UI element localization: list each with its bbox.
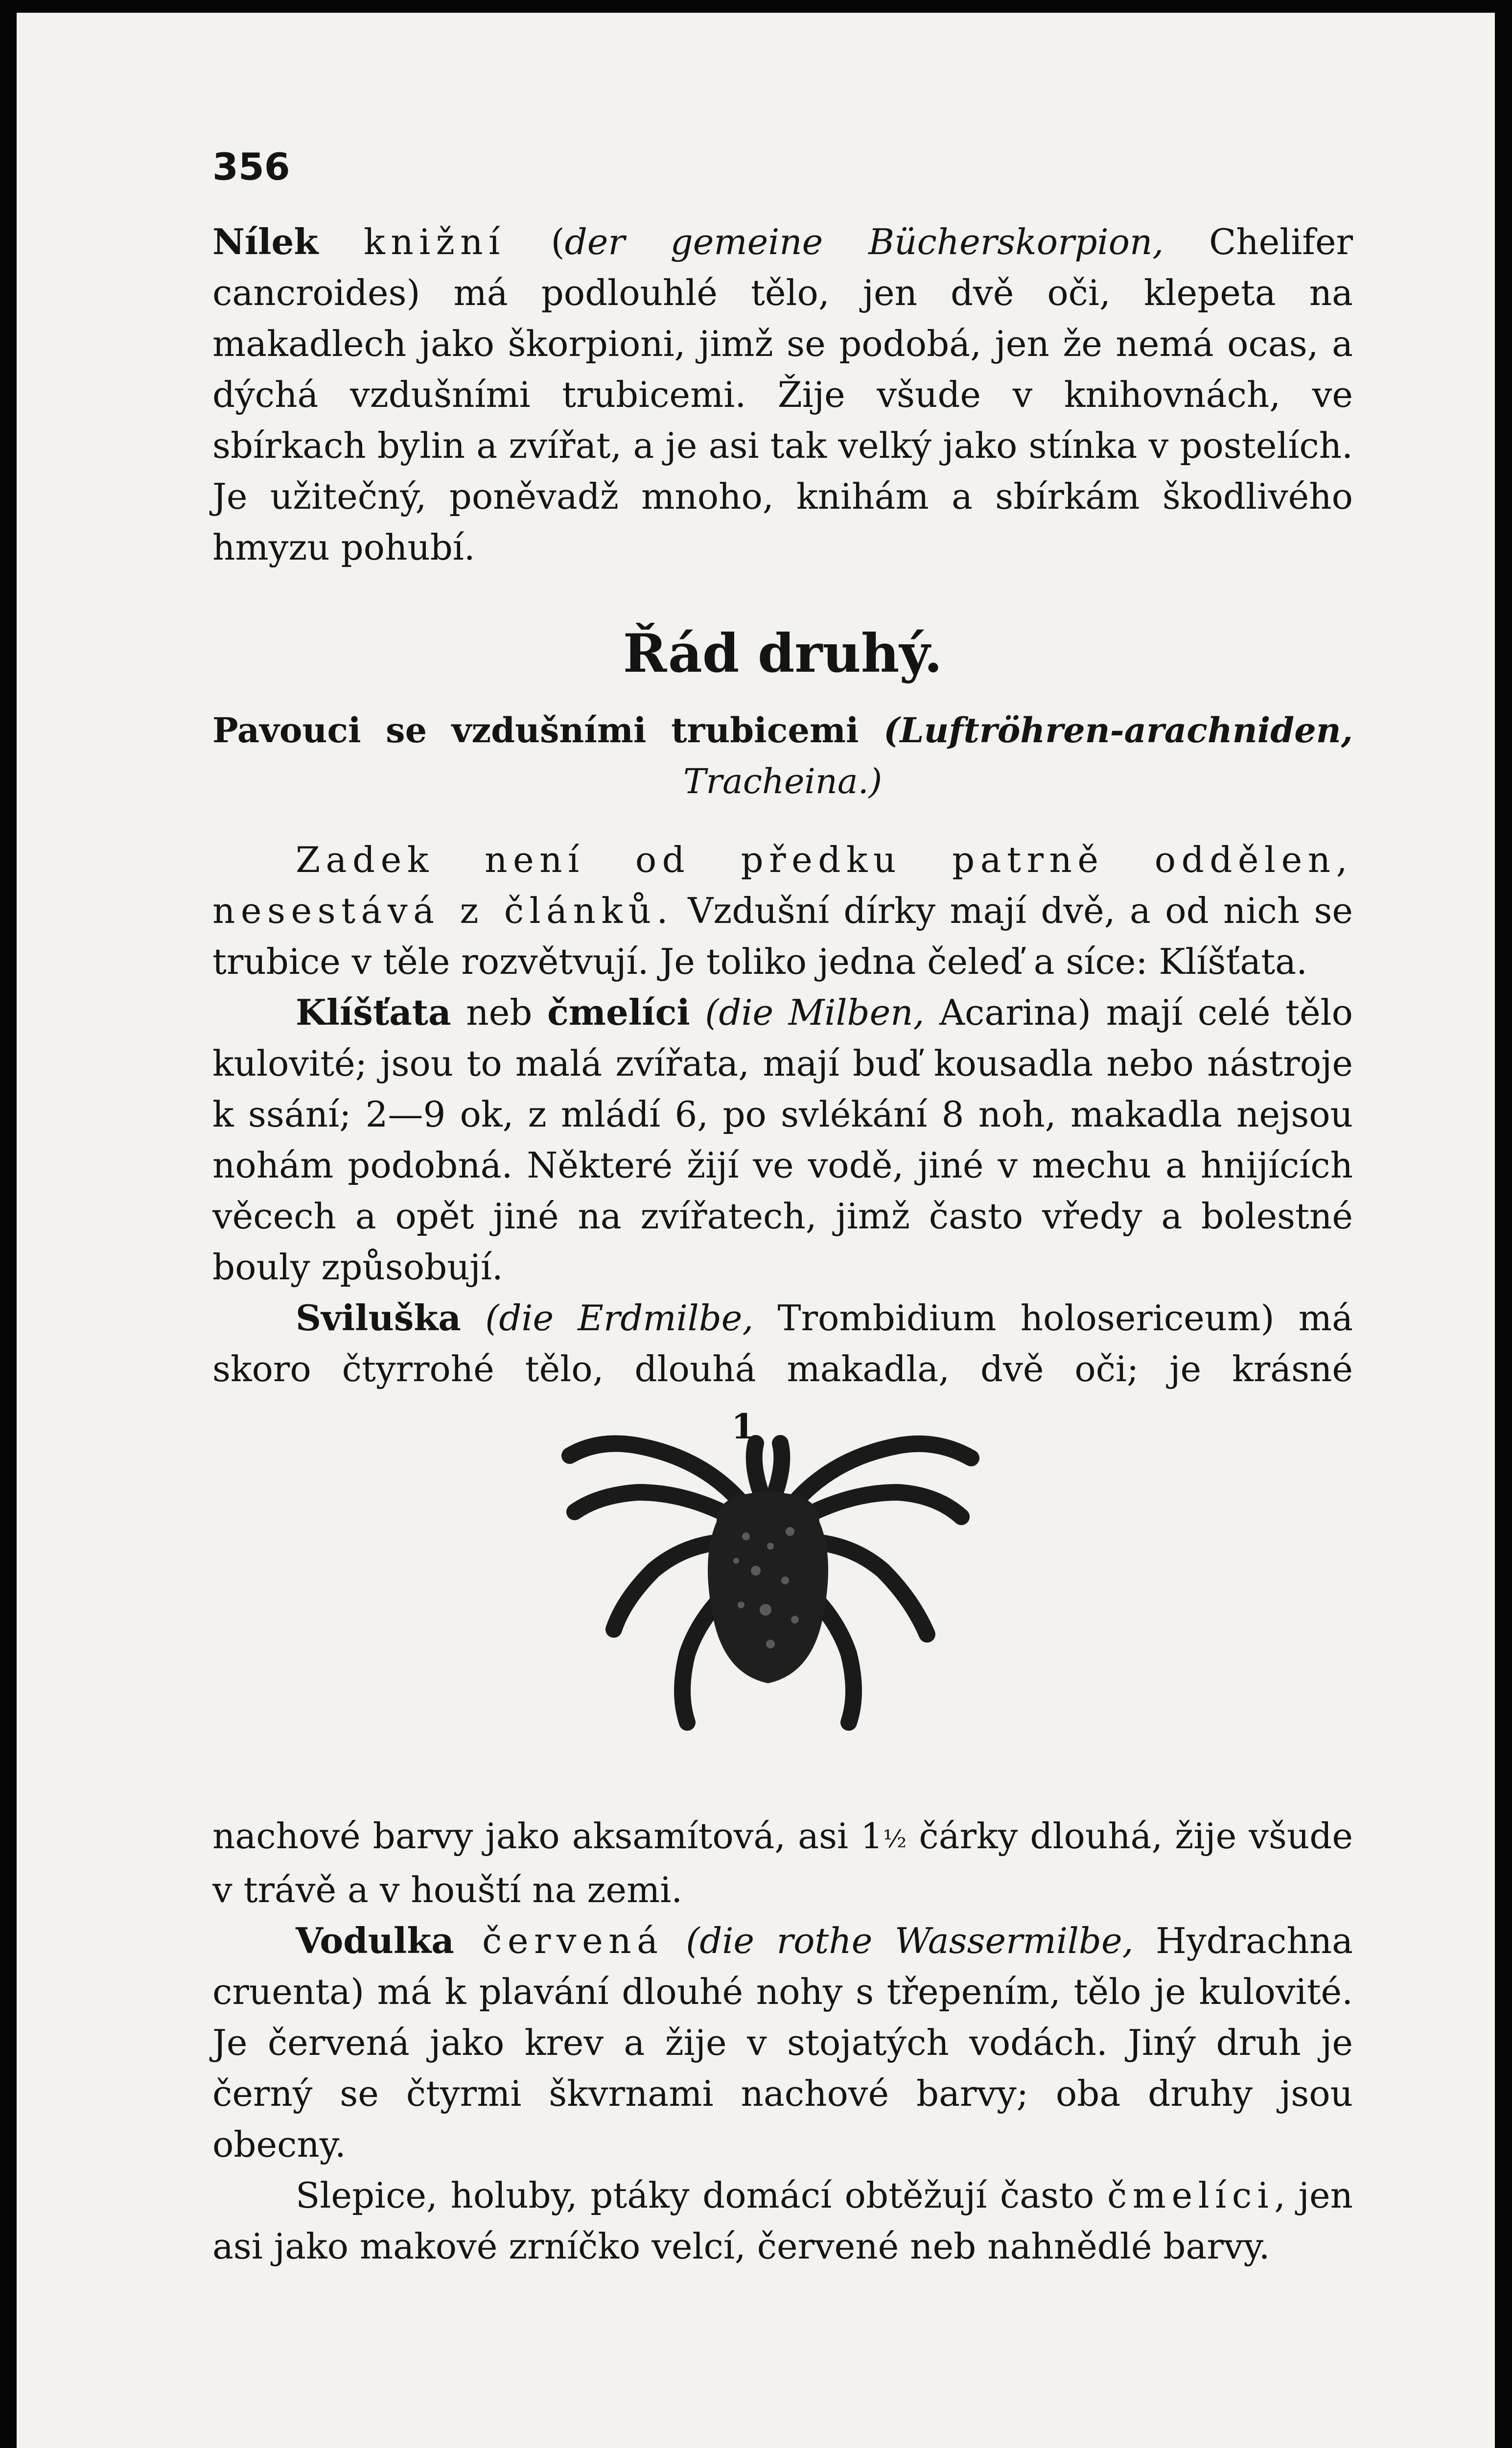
paragraph-klistata — [212, 987, 1353, 1293]
connector-text: neb — [451, 992, 547, 1033]
paragraph-text: Acarina) mají celé tělo kulovité; jsou to malá zvířata, mají buď kousadla nebo nástroje k ssání; 2—9 ok, z mládí 6, po svlékání 8 noh, makadla nejsou nohám podobná. Některé žijí ve vodě, jiné v mechu a hnijících věcech a opět jiné na zvířatech, jimž často vředy a bolestné bouly způsobují. — [212, 992, 1353, 1288]
paragraph-text: Slepice, holuby, ptáky domácí obtěžují často — [296, 2175, 1107, 2216]
subheading — [212, 705, 1353, 756]
term-spaced: knižní — [364, 221, 506, 262]
paren-open: ( — [551, 221, 565, 262]
term-nilek: Nílek — [212, 221, 319, 262]
german-name: (die Erdmilbe, — [461, 1297, 754, 1339]
paragraph-text: čárky dlouhá, žije všude v trávě a v houští na zemi. — [212, 1815, 1353, 1910]
book-page — [17, 13, 1495, 2448]
paragraph-text: , jen asi jako makové zrníčko velcí, červené neb nahnědlé barvy. — [212, 2175, 1353, 2267]
term-cmelici: čmelíci — [547, 991, 690, 1033]
mite-illustration — [212, 1399, 1353, 1801]
fraction: ½ — [883, 1825, 907, 1853]
german-name: (die rothe Wassermilbe, — [663, 1920, 1134, 1961]
paragraph-text: nachové barvy jako aksamítová, asi 1 — [212, 1815, 883, 1857]
paragraph-vodulka — [212, 1915, 1353, 2170]
section-heading: Řád druhý. — [623, 623, 943, 684]
term-klistata: Klíšťata — [296, 991, 451, 1033]
paragraph-nachove — [212, 1811, 1353, 1915]
mite-figure — [540, 1399, 1020, 1801]
term-sviluska: Sviluška — [296, 1297, 461, 1339]
paragraph-nilek — [212, 216, 1353, 573]
paragraph-zadek — [212, 834, 1353, 987]
spaced-text: červená — [454, 1920, 664, 1961]
term-vodulka: Vodulka — [296, 1920, 454, 1961]
page-number: 356 — [212, 145, 290, 188]
paragraph-sviluska — [212, 1293, 1353, 1394]
paragraph-text: Chelifer cancroides) má podlouhlé tělo, jen dvě oči, klepeta na makadlech jako škorpioni, jimž se podobá, jen že nemá ocas, a dýchá vzdušními trubicemi. Žije všude v knihovnách, ve sbírkach bylin a zvířat, a je asi tak velký jako stínka v postelích. Je užitečný, poněvadž mnoho, knihám a sbírkám škodlivého hmyzu pohubí. — [212, 221, 1353, 568]
spaced-text: čmelíci — [1107, 2175, 1275, 2216]
figure-label: 1 — [731, 1406, 755, 1447]
mite-body — [708, 1492, 828, 1683]
german-name: der gemeine Bücherskorpion, — [564, 221, 1164, 262]
paragraph-text: Trombidium holosericeum) má skoro čtyrrohé tělo, dlouhá makadla, dvě oči; je krásné — [212, 1297, 1353, 1389]
paragraph-slepice — [212, 2170, 1353, 2272]
subheading-text: Pavouci se vzdušními trubicemi — [212, 710, 859, 751]
spaced-text: Zadek není od předku patrně oddělen, nesestává z článků. — [212, 839, 1353, 931]
paragraph-text: Hydrachna cruenta) má k plavání dlouhé nohy s třepením, tělo je kulovité. Je červená jako krev a žije v stojatých vodách. Jiný druh je černý se čtyrmi škvrnami nachové barvy; oba druhy jsou obecny. — [212, 1920, 1353, 2165]
paragraph-text: Vzdušní dírky mají dvě, a od nich se trubice v těle rozvětvují. Je toliko jedna čeleď a síce: Klíšťata. — [212, 890, 1353, 982]
subheading-latin: Tracheina.) — [683, 761, 883, 801]
subheading-german: (Luftröhren-arachniden, — [884, 710, 1353, 751]
page-content — [212, 145, 1353, 2272]
german-name: (die Milben, — [690, 992, 925, 1033]
